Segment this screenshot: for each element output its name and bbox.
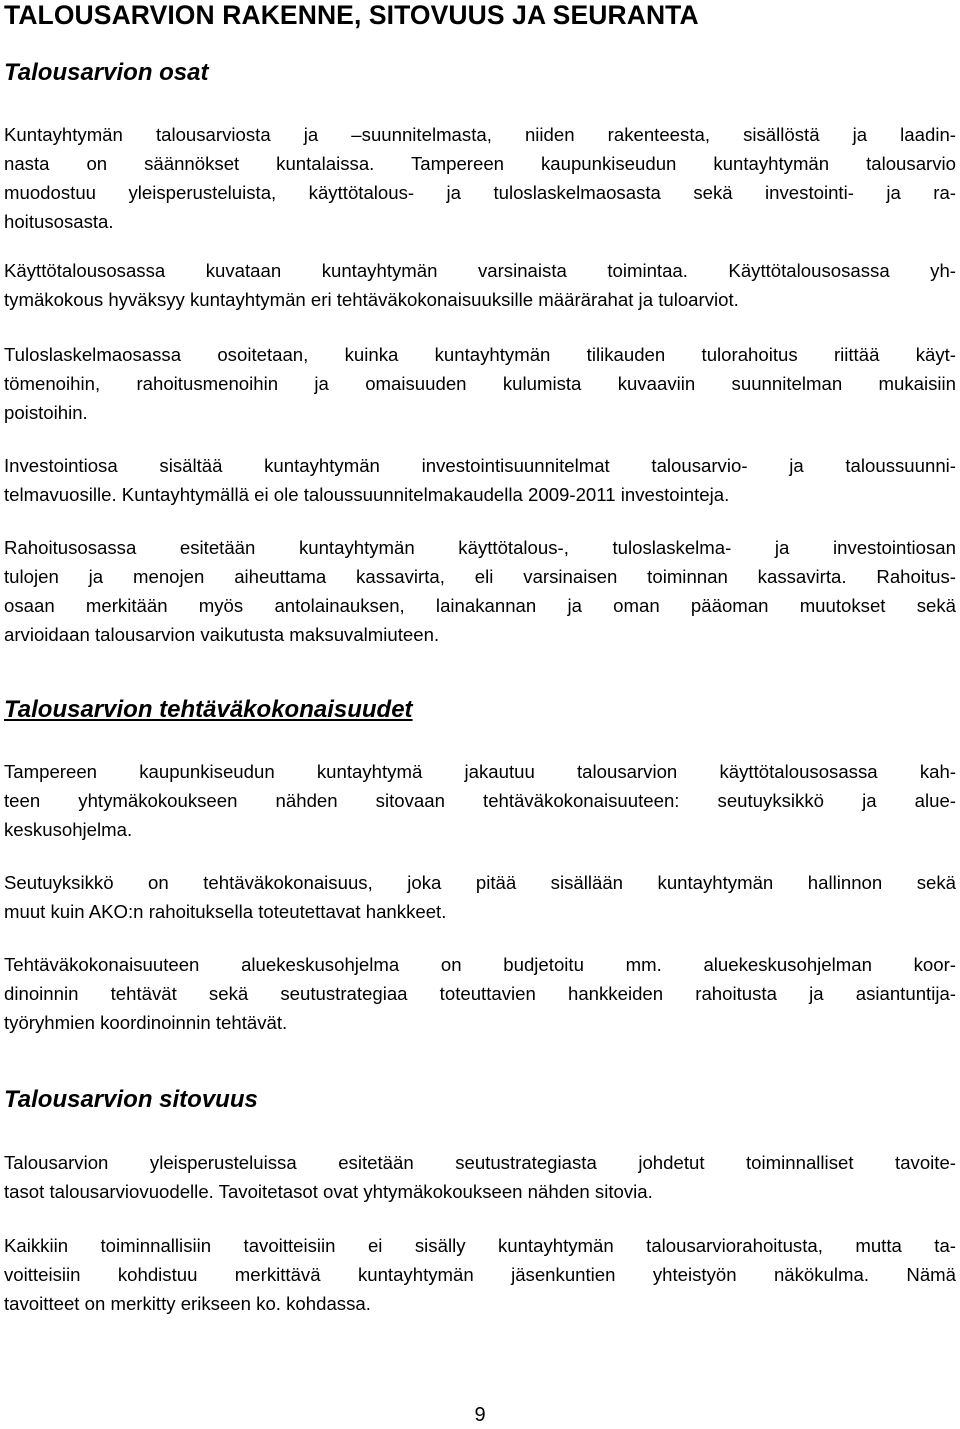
paragraph (4, 1148, 956, 1206)
text-line: Talousarvion yleisperusteluissa esitetään seutustrategiasta johdetut toiminnalliset tavoite- (4, 1152, 956, 1173)
section-heading-sitovuus: Talousarvion sitovuus (4, 1086, 258, 1113)
paragraph (4, 950, 956, 1037)
text-line: Rahoitusosassa esitetään kuntayhtymän käyttötalous-, tuloslaskelma- ja investointiosan (4, 537, 956, 558)
text-line: Investointiosa sisältää kuntayhtymän investointisuunnitelmat talousarvio- ja taloussuunni- (4, 455, 956, 476)
text-line: muut kuin AKO:n rahoituksella toteutettavat hankkeet. (4, 901, 447, 922)
text-line: tavoitteet on merkitty erikseen ko. kohdassa. (4, 1293, 371, 1314)
text-line: Käyttötalousosassa kuvataan kuntayhtymän varsinaista toimintaa. Käyttötalousosassa yh- (4, 260, 956, 281)
page-number: 9 (474, 1404, 486, 1426)
text-line: dinoinnin tehtävät sekä seutustrategiaa toteuttavien hankkeiden rahoitusta ja asiantuntija- (4, 983, 956, 1004)
paragraph (4, 868, 956, 926)
text-line: Seutuyksikkö on tehtäväkokonaisuus, joka pitää sisällään kuntayhtymän hallinnon sekä (4, 872, 956, 893)
paragraph (4, 451, 956, 509)
text-line: tömenoihin, rahoitusmenoihin ja omaisuuden kulumista kuvaaviin suunnitelman mukaisiin (4, 373, 956, 394)
document-title: TALOUSARVION RAKENNE, SITOVUUS JA SEURANTA (4, 0, 699, 30)
text-line: tulojen ja menojen aiheuttama kassavirta, eli varsinaisen toiminnan kassavirta. Rahoitus- (4, 566, 956, 587)
text-line: tymäkokous hyväksyy kuntayhtymän eri tehtäväkokonaisuuksille määrärahat ja tuloarviot. (4, 289, 739, 310)
text-line: telmavuosille. Kuntayhtymällä ei ole taloussuunnitelmakaudella 2009-2011 investointeja. (4, 484, 730, 505)
text-line: nasta on säännökset kuntalaissa. Tampereen kaupunkiseudun kuntayhtymän talousarvio (4, 153, 956, 174)
text-line: muodostuu yleisperusteluista, käyttötalous- ja tuloslaskelmaosasta sekä investointi- ja ra- (4, 182, 956, 203)
paragraph (4, 340, 956, 427)
text-line: Kuntayhtymän talousarviosta ja –suunnitelmasta, niiden rakenteesta, sisällöstä ja laadin- (4, 124, 956, 145)
text-line: osaan merkitään myös antolainauksen, lainakannan ja oman pääoman muutokset sekä (4, 595, 956, 616)
section-heading-tehtavakokonaisuudet: Talousarvion tehtäväkokonaisuudet (4, 696, 413, 723)
text-line: Tuloslaskelmaosassa osoitetaan, kuinka kuntayhtymän tilikauden tulorahoitus riittää käyt- (4, 344, 956, 365)
paragraph (4, 1231, 956, 1318)
text-line: poistoihin. (4, 402, 88, 423)
text-line: hoitusosasta. (4, 211, 114, 232)
paragraph (4, 533, 956, 649)
text-line: Tehtäväkokonaisuuteen aluekeskusohjelma on budjetoitu mm. aluekeskusohjelman koor- (4, 954, 956, 975)
text-line: arvioidaan talousarvion vaikutusta maksuvalmiuteen. (4, 624, 440, 645)
paragraph (4, 256, 956, 314)
paragraph (4, 757, 956, 844)
paragraph (4, 120, 956, 236)
text-line: tasot talousarviovuodelle. Tavoitetasot ovat yhtymäkokoukseen nähden sitovia. (4, 1181, 653, 1202)
text-line: keskusohjelma. (4, 819, 133, 840)
text-line: teen yhtymäkokoukseen nähden sitovaan tehtäväkokonaisuuteen: seutuyksikkö ja alue- (4, 790, 956, 811)
text-line: työryhmien koordinoinnin tehtävät. (4, 1012, 288, 1033)
section-heading-osat: Talousarvion osat (4, 59, 209, 86)
text-line: Tampereen kaupunkiseudun kuntayhtymä jakautuu talousarvion käyttötalousosassa kah- (4, 761, 956, 782)
text-line: Kaikkiin toiminnallisiin tavoitteisiin ei sisälly kuntayhtymän talousarviorahoitusta, mutta ta- (4, 1235, 956, 1256)
text-line: voitteisiin kohdistuu merkittävä kuntayhtymän jäsenkuntien yhteistyön näkökulma. Nämä (4, 1264, 956, 1285)
